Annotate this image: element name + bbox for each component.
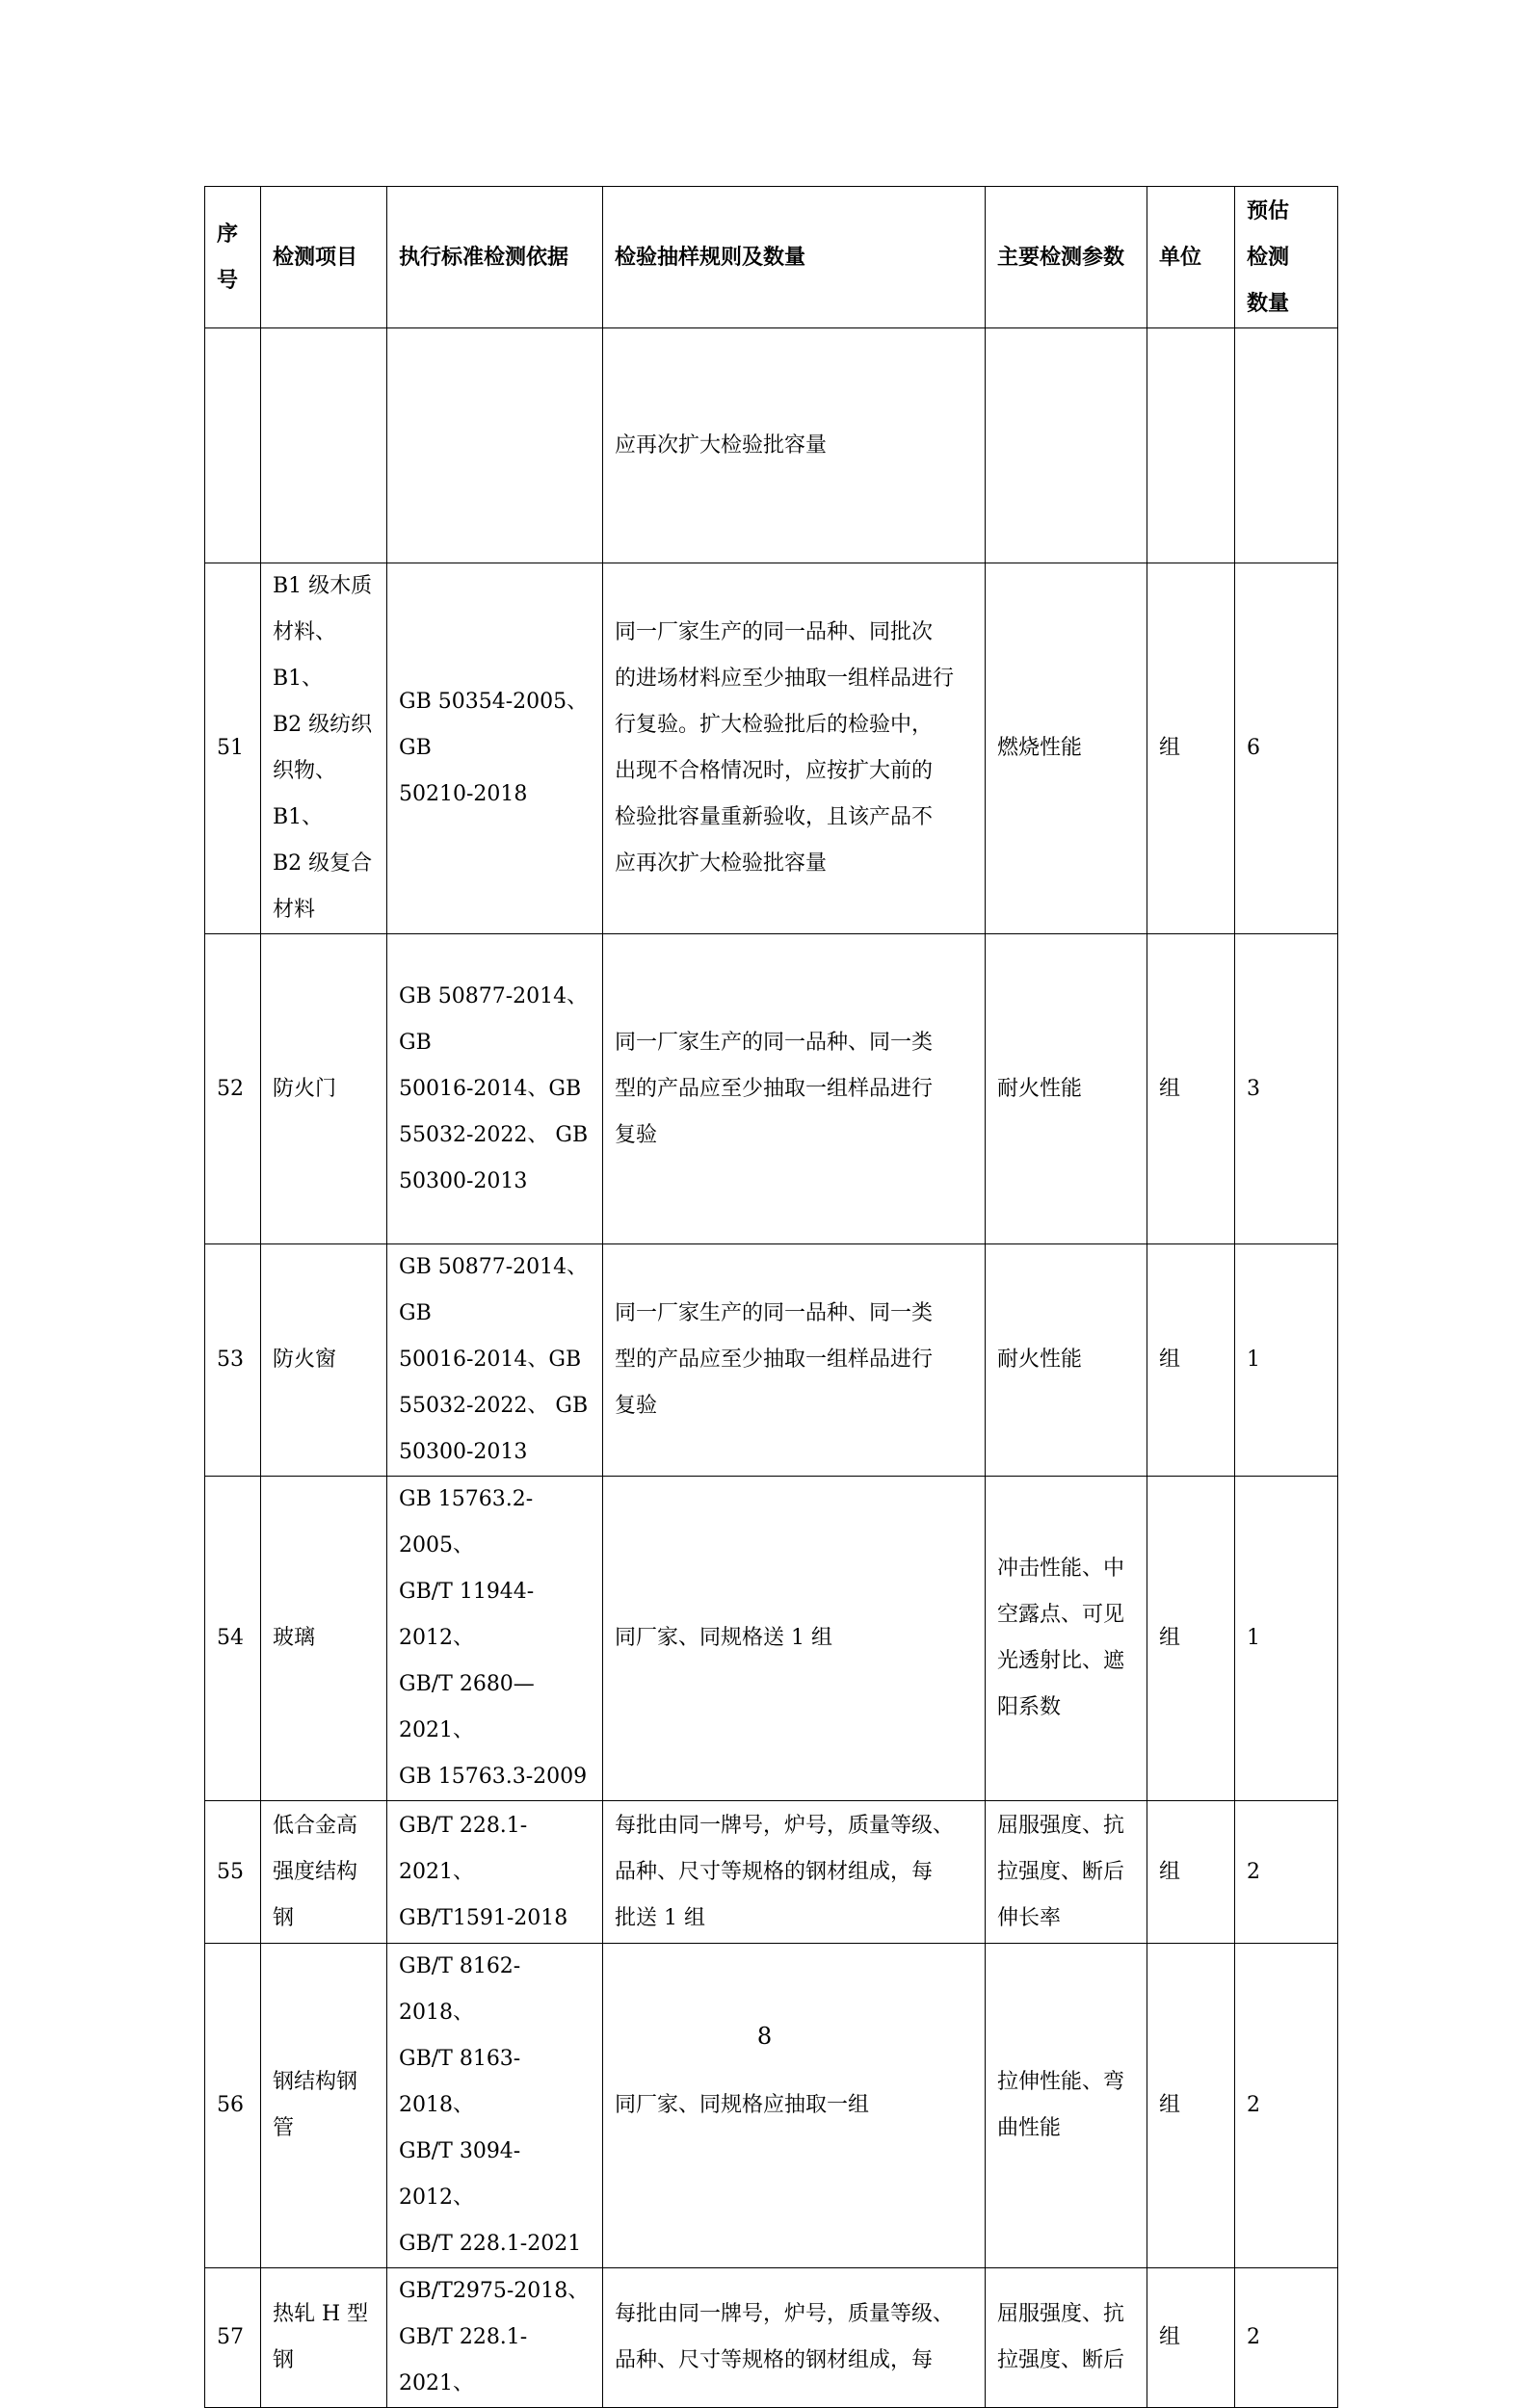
cell-rule: 每批由同一牌号，炉号，质量等级、 品种、尺寸等规格的钢材组成，每 批送 1 组 (603, 1801, 986, 1944)
cell-item: 防火门 (261, 934, 387, 1244)
cell-seq: 51 (205, 563, 261, 934)
cell-unit: 组 (1147, 1477, 1235, 1801)
cell-rule: 同一厂家生产的同一品种、同批次 的进场材料应至少抽取一组样品进行 行复验。扩大检验批后的检验中， 出现不合格情况时，应按扩大前的 检验批容量重新验收，且该产品不 应再次扩大检验批容量 (603, 563, 986, 934)
cell-params: 屈服强度、抗 拉强度、断后 (986, 2268, 1147, 2408)
cell-qty: 2 (1235, 1801, 1338, 1944)
cell-params: 耐火性能 (986, 934, 1147, 1244)
table-row (205, 328, 1338, 563)
cell-seq: 57 (205, 2268, 261, 2408)
page-number: 8 (756, 2023, 773, 2050)
cell-standard: GB 50354-2005、GB 50210-2018 (387, 563, 603, 934)
cell-rule: 同一厂家生产的同一品种、同一类 型的产品应至少抽取一组样品进行 复验 (603, 934, 986, 1244)
cell-seq: 53 (205, 1244, 261, 1477)
cell-unit: 组 (1147, 1801, 1235, 1944)
cell-qty: 6 (1235, 563, 1338, 934)
table-row (205, 1801, 1338, 1944)
cell-params: 冲击性能、中 空露点、可见 光透射比、遮 阳系数 (986, 1477, 1147, 1801)
cell-standard (387, 328, 603, 563)
cell-qty: 2 (1235, 1944, 1338, 2268)
cell-standard: GB/T2975-2018、 GB/T 228.1-2021、 (387, 2268, 603, 2408)
cell-qty: 3 (1235, 934, 1338, 1244)
cell-unit: 组 (1147, 1244, 1235, 1477)
cell-item: 低合金高 强度结构 钢 (261, 1801, 387, 1944)
header-seq: 序 号 (205, 187, 261, 328)
cell-unit: 组 (1147, 934, 1235, 1244)
table-row (205, 2268, 1338, 2408)
cell-params: 拉伸性能、弯 曲性能 (986, 1944, 1147, 2268)
cell-params: 屈服强度、抗 拉强度、断后 伸长率 (986, 1801, 1147, 1944)
table-row (205, 1477, 1338, 1801)
cell-unit: 组 (1147, 2268, 1235, 2408)
cell-qty: 1 (1235, 1477, 1338, 1801)
cell-rule: 应再次扩大检验批容量 (603, 328, 986, 563)
table-row (205, 563, 1338, 934)
cell-params (986, 328, 1147, 563)
cell-item: 热轧 H 型 钢 (261, 2268, 387, 2408)
header-standard: 执行标准检测依据 (387, 187, 603, 328)
header-params: 主要检测参数 (986, 187, 1147, 328)
cell-seq: 55 (205, 1801, 261, 1944)
cell-seq: 56 (205, 1944, 261, 2268)
header-rule: 检验抽样规则及数量 (603, 187, 986, 328)
cell-standard: GB/T 228.1-2021、 GB/T1591-2018 (387, 1801, 603, 1944)
cell-params: 燃烧性能 (986, 563, 1147, 934)
cell-rule: 每批由同一牌号，炉号，质量等级、 品种、尺寸等规格的钢材组成，每 (603, 2268, 986, 2408)
inspection-table (204, 186, 1338, 2408)
cell-seq: 52 (205, 934, 261, 1244)
table-row (205, 1244, 1338, 1477)
cell-item (261, 328, 387, 563)
cell-rule: 同一厂家生产的同一品种、同一类 型的产品应至少抽取一组样品进行 复验 (603, 1244, 986, 1477)
cell-standard: GB 15763.2-2005、 GB/T 11944-2012、 GB/T 2680—2021、 GB 15763.3-2009 (387, 1477, 603, 1801)
cell-item: 钢结构钢 管 (261, 1944, 387, 2268)
cell-standard: GB/T 8162-2018、 GB/T 8163-2018、 GB/T 3094-2012、 GB/T 228.1-2021 (387, 1944, 603, 2268)
table-row (205, 1944, 1338, 2268)
table-row (205, 934, 1338, 1244)
header-item: 检测项目 (261, 187, 387, 328)
cell-item: 防火窗 (261, 1244, 387, 1477)
cell-qty (1235, 328, 1338, 563)
cell-seq (205, 328, 261, 563)
cell-item: 玻璃 (261, 1477, 387, 1801)
cell-item: B1 级木质 材料、B1、 B2 级纺织 织物、B1、 B2 级复合 材料 (261, 563, 387, 934)
header-unit: 单位 (1147, 187, 1235, 328)
cell-unit (1147, 328, 1235, 563)
header-qty: 预估 检测 数量 (1235, 187, 1338, 328)
table-header-row (205, 187, 1338, 328)
cell-rule: 同厂家、同规格应抽取一组 (603, 1944, 986, 2268)
cell-unit: 组 (1147, 1944, 1235, 2268)
cell-seq: 54 (205, 1477, 261, 1801)
cell-qty: 2 (1235, 2268, 1338, 2408)
cell-standard: GB 50877-2014、GB 50016-2014、GB 55032-2022、 GB 50300-2013 (387, 1244, 603, 1477)
cell-rule: 同厂家、同规格送 1 组 (603, 1477, 986, 1801)
cell-unit: 组 (1147, 563, 1235, 934)
cell-qty: 1 (1235, 1244, 1338, 1477)
cell-params: 耐火性能 (986, 1244, 1147, 1477)
cell-standard: GB 50877-2014、GB 50016-2014、GB 55032-2022、 GB 50300-2013 (387, 934, 603, 1244)
